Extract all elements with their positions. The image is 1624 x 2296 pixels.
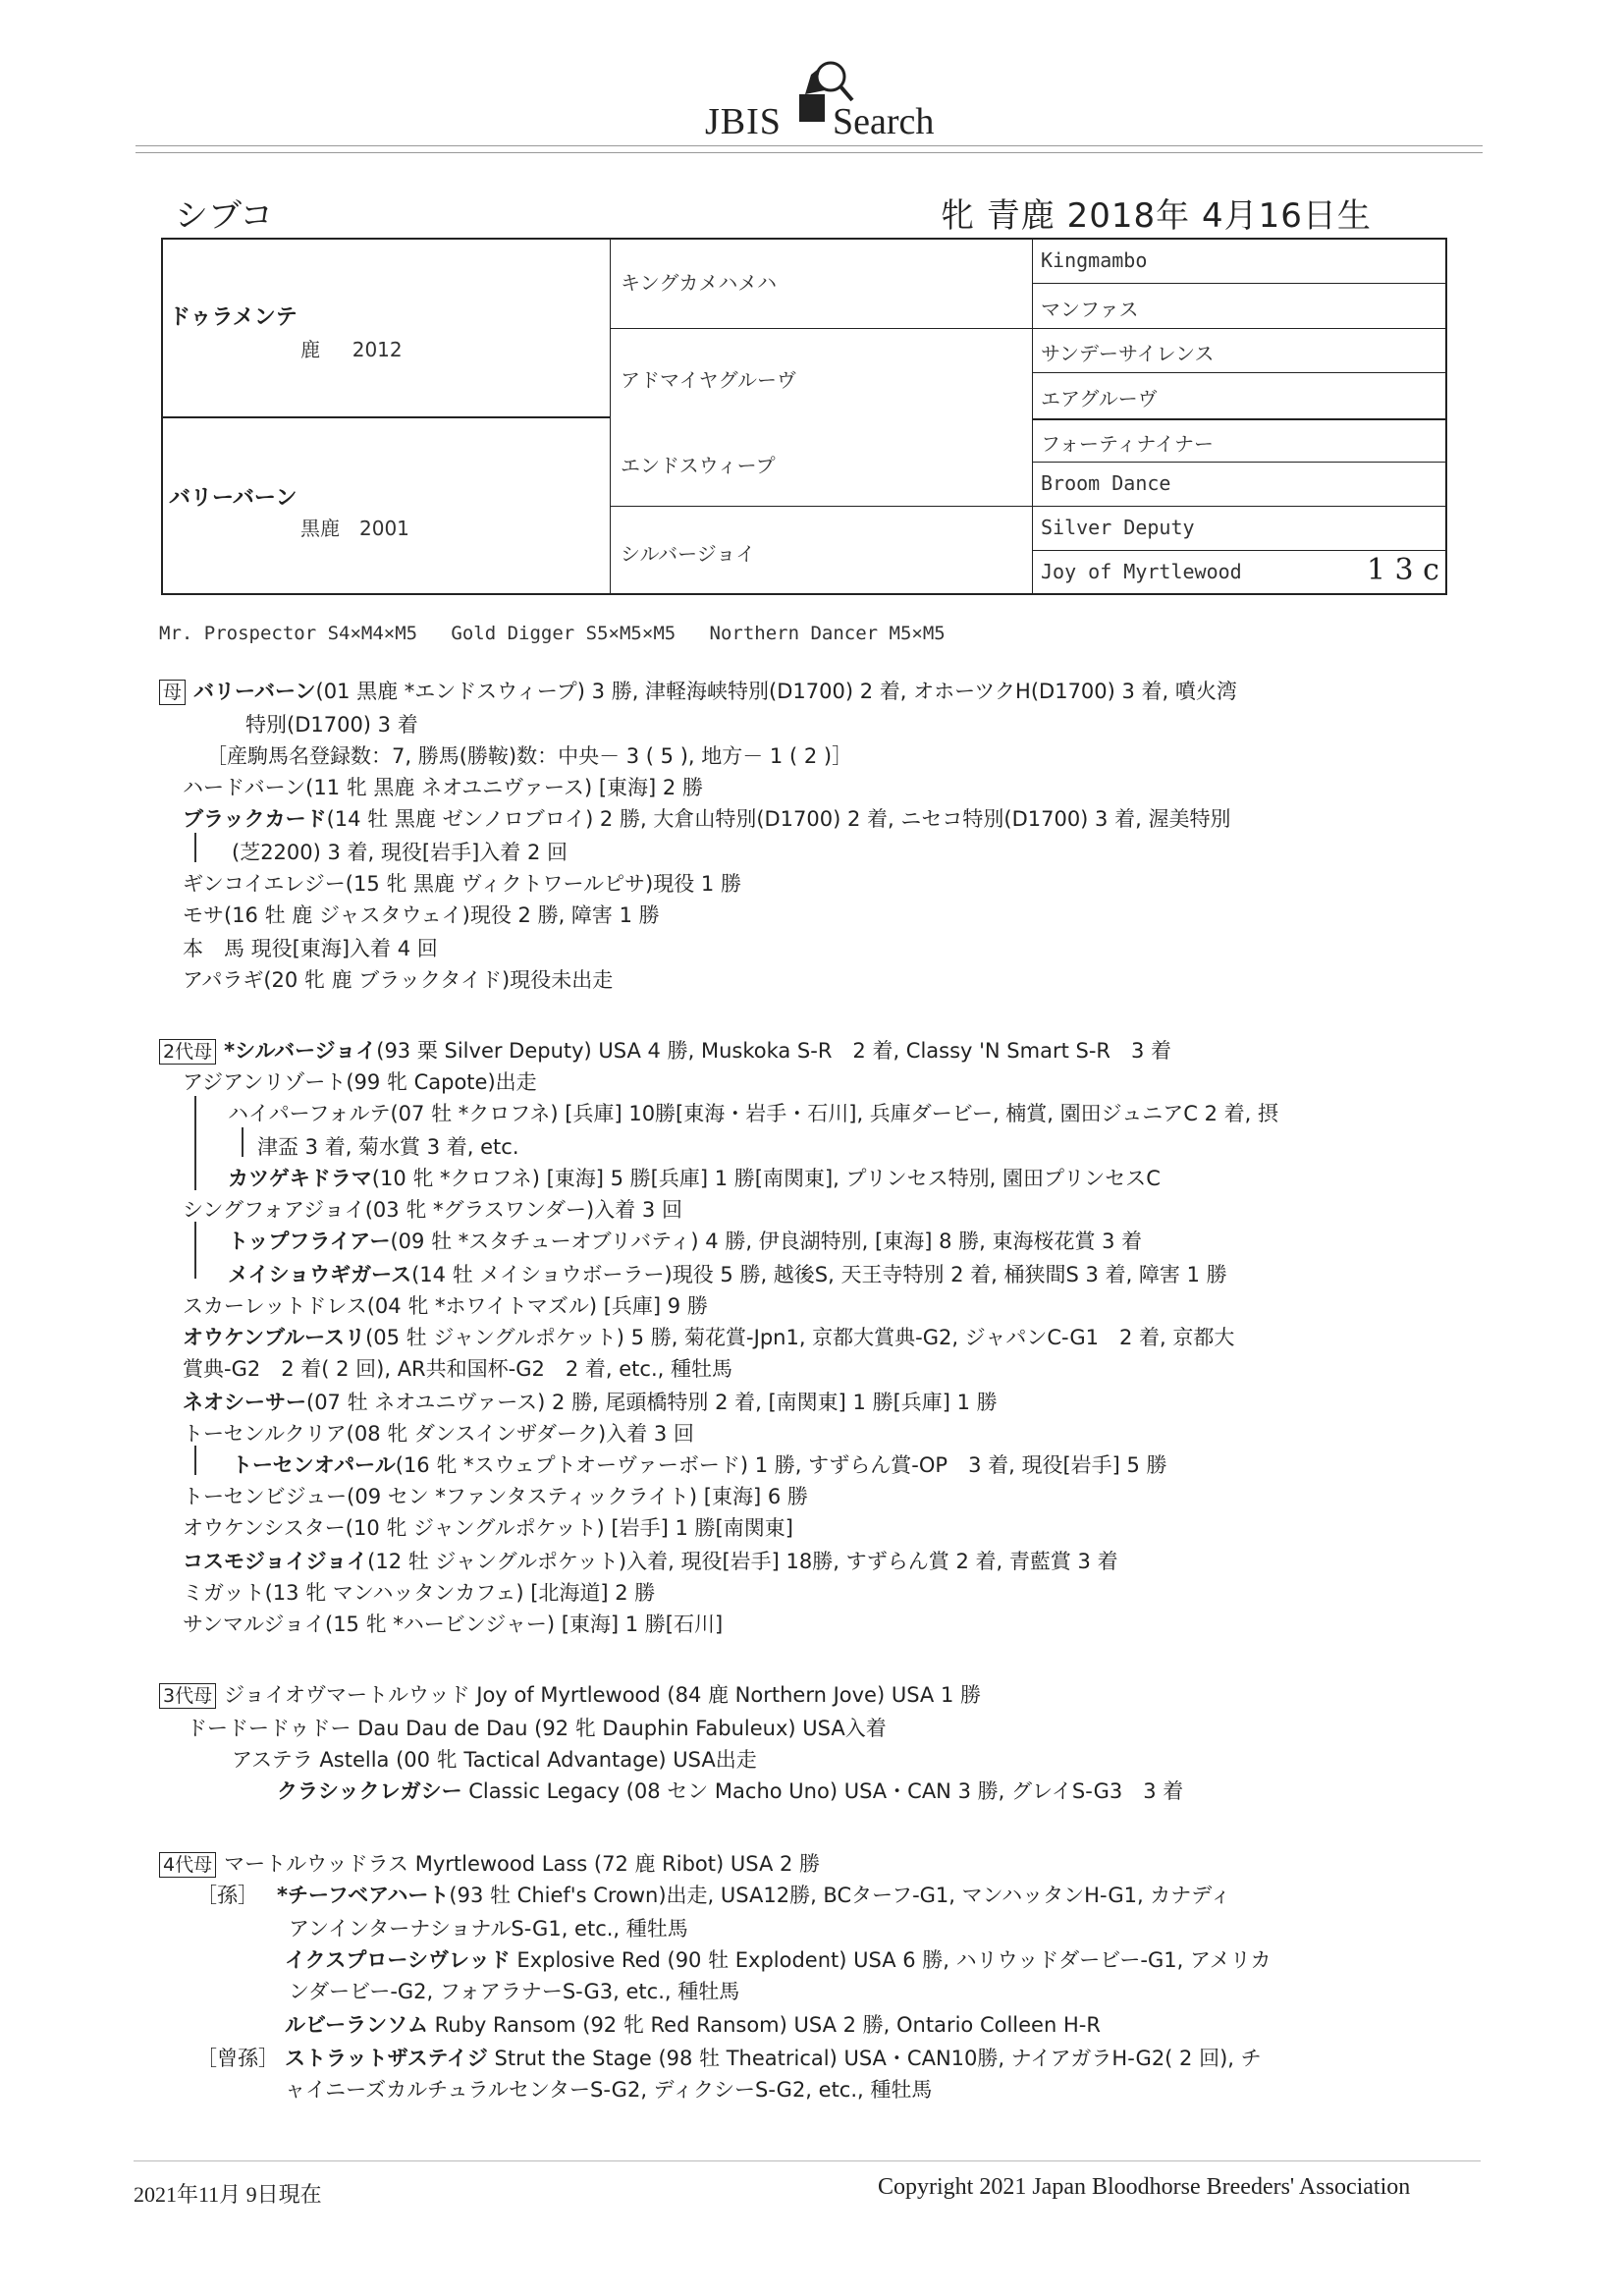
relation-label: ［孫］ [196, 1884, 258, 1907]
family-line [159, 1035, 1171, 1065]
family-line [159, 1848, 820, 1878]
logo-text-jbis: JBIS [705, 101, 782, 142]
line-text: (07 牡 ネオユニヴァース) 2 勝, 尾頭橋特別 2 着, [南関東] 1 勝[兵庫] 1 勝 [306, 1391, 998, 1414]
line-text: アンインターナショナルS-G1, etc., 種牡馬 [289, 1917, 688, 1941]
family-line [232, 837, 568, 866]
family-line [183, 933, 438, 962]
horse-name-bold: ブラックカード [183, 807, 327, 831]
sire-name: ドゥラメンテ [169, 305, 298, 330]
line-text: (14 牡 黒鹿 ゼンノロブロイ) 2 勝, 大倉山特別(D1700) 2 着, ニセコ特別(D1700) 3 着, 渥美特別 [326, 807, 1231, 831]
section-tag: 2代母 [159, 1039, 216, 1065]
pedigree-table [161, 238, 1447, 595]
line-text: トーセンビジュー(09 セン *ファンタスティックライト) [東海] 6 勝 [183, 1485, 808, 1508]
pedigree-ggp-cell [1033, 329, 1445, 373]
line-text: ハードバーン(11 牝 黒鹿 ネオユニヴァース) [東海] 2 勝 [183, 776, 703, 799]
family-line [183, 1577, 655, 1607]
descendant-bracket [194, 833, 196, 862]
family-line [289, 1976, 739, 2005]
line-text: 津盃 3 着, 菊水賞 3 着, etc. [257, 1135, 519, 1159]
line-text: シングフォアジョイ(03 牝 *グラスワンダー)入着 3 回 [183, 1198, 682, 1222]
family-line [257, 1131, 519, 1161]
horse-name: シブコ [175, 196, 274, 236]
horse-name-bold: *チーフベアハート [277, 1884, 450, 1907]
family-line [159, 676, 1237, 705]
pedigree-sire-cell [163, 240, 611, 418]
grandparent-2: アドマイヤグルーヴ [621, 368, 796, 392]
line-text: Explosive Red (90 牡 Explodent) USA 6 勝, ハリウッドダービー-G1, アメリカ [510, 1948, 1272, 1972]
line-text: ミガット(13 牝 マンハッタンカフェ) [北海道] 2 勝 [183, 1581, 656, 1605]
family-line [277, 1880, 1231, 1909]
family-line [183, 900, 660, 929]
line-text: マートルウッドラス Myrtlewood Lass (72 鹿 Ribot) USA 2 勝 [224, 1852, 821, 1876]
family-line [285, 2074, 932, 2104]
line-text: Strut the Stage (98 牡 Theatrical) USA・CAN10勝, ナイアガラH-G2( 2 回), チ [487, 2047, 1262, 2070]
horse-name-bold: オウケンブルースリ [183, 1326, 366, 1349]
line-text: (芝2200) 3 着, 現役[岩手]入着 2 回 [232, 841, 568, 864]
line-text: (01 黒鹿 *エンドスウィープ) 3 勝, 津軽海峡特別(D1700) 2 着, オホーツクH(D1700) 3 着, 噴火湾 [315, 680, 1237, 703]
descendant-bracket [194, 1446, 196, 1475]
section-tag: 3代母 [159, 1683, 216, 1709]
great-grandparent-1: Kingmambo [1041, 248, 1148, 272]
line-text: アジアンリゾート(99 牝 Capote)出走 [183, 1070, 537, 1094]
line-text: (93 栗 Silver Deputy) USA 4 勝, Muskoka S-R 2 着, Classy 'N Smart S-R 3 着 [376, 1039, 1172, 1063]
family-line [232, 1449, 1167, 1479]
family-line [183, 1387, 998, 1416]
pedigree-gp-cell [611, 507, 1033, 595]
sire-detail: 鹿 2012 [300, 338, 403, 361]
horse-name-bold: *シルバージョイ [224, 1039, 377, 1063]
family-line [159, 1679, 981, 1709]
pedigree-gp-cell [611, 240, 1033, 329]
descendant-bracket [194, 1096, 196, 1190]
line-text: (09 牡 *スタチューオブリバティ) 4 勝, 伊良湖特別, [東海] 8 勝, 東海桜花賞 3 着 [390, 1230, 1143, 1253]
line-text: モサ(16 牡 鹿 ジャスタウェイ)現役 2 勝, 障害 1 勝 [183, 903, 660, 927]
family-line [187, 1713, 887, 1742]
pedigree-ggp-cell [1033, 240, 1445, 284]
pedigree-ggp-cell [1033, 507, 1445, 551]
horse-name-bold: トップフライアー [228, 1230, 391, 1253]
line-text: (05 牡 ジャングルポケット) 5 勝, 菊花賞-Jpn1, 京都大賞典-G2, ジャパンC-G1 2 着, 京都大 [365, 1326, 1235, 1349]
descendant-bracket [194, 1222, 196, 1279]
section-tag: 4代母 [159, 1852, 216, 1878]
line-text: スカーレットドレス(04 牝 *ホワイトマズル) [兵庫] 9 勝 [183, 1294, 708, 1318]
pedigree-ggp-cell [1033, 463, 1445, 507]
family-line [232, 1744, 757, 1774]
line-text: ャイニーズカルチュラルセンターS-G2, ディクシーS-G2, etc., 種牡馬 [285, 2078, 933, 2102]
grandparent-4: シルバージョイ [621, 542, 756, 566]
line-text: アステラ Astella (00 牝 Tactical Advantage) USA出走 [232, 1748, 757, 1772]
great-grandparent-5: フォーティナイナー [1041, 432, 1214, 456]
line-text: ドードードゥドー Dau Dau de Dau (92 牝 Dauphin Fabuleux) USA入着 [187, 1717, 887, 1740]
horse-name-bold: カツゲキドラマ [228, 1167, 372, 1190]
section-tag: 母 [159, 680, 186, 705]
dam-name: バリーバーン [169, 486, 298, 511]
line-text: トーセンルクリア(08 牝 ダンスインザダーク)入着 3 回 [183, 1422, 694, 1446]
line-text: Ruby Ransom (92 牝 Red Ransom) USA 2 勝, Ontario Colleen H-R [427, 2013, 1101, 2037]
line-text: ジョイオヴマートルウッド Joy of Myrtlewood (84 鹿 Northern Jove) USA 1 勝 [224, 1683, 981, 1707]
footer-date: 2021年11月 9日現在 [134, 2182, 322, 2207]
horse-name-bold: コスモジョイジョイ [183, 1550, 368, 1573]
family-line [228, 1226, 1142, 1255]
great-grandparent-8: Joy of Myrtlewood [1041, 560, 1242, 583]
line-text: アパラギ(20 牝 鹿 ブラックタイド)現役未出走 [183, 968, 614, 992]
line-text: (12 牡 ジャングルポケット)入着, 現役[岩手] 18勝, すずらん賞 2 着, 青藍賞 3 着 [367, 1550, 1118, 1573]
family-line [183, 1546, 1118, 1575]
pedigree-ggp-cell [1033, 284, 1445, 329]
great-grandparent-4: エアグルーヴ [1041, 387, 1158, 410]
header-rule [135, 145, 1483, 153]
line-text: 賞典-G2 2 着( 2 回), AR共和国杯-G2 2 着, etc., 種牡馬 [183, 1357, 732, 1381]
family-line [183, 1609, 723, 1638]
grandparent-3: エンドスウィープ [621, 454, 776, 477]
grandparent-1: キングカメハメハ [621, 271, 777, 295]
great-grandparent-2: マンファス [1041, 298, 1139, 321]
family-number: 1 3 c [1366, 553, 1439, 587]
line-text: オウケンシスター(10 牝 ジャングルポケット) [岩手] 1 勝[南関東] [183, 1516, 793, 1540]
line-text: 特別(D1700) 3 着 [245, 713, 418, 737]
family-line [206, 740, 852, 770]
family-line [289, 1913, 688, 1942]
line-text: (14 牡 メイショウボーラー)現役 5 勝, 越後S, 天王寺特別 2 着, 桶狭間S 3 着, 障害 1 勝 [411, 1263, 1227, 1286]
pedigree-dam-cell [163, 418, 611, 595]
great-grandparent-6: Broom Dance [1041, 471, 1171, 495]
family-line [183, 1353, 732, 1383]
horse-name-bold: イクスプローシヴレッド [285, 1948, 511, 1972]
line-text: ハイパーフォルテ(07 牡 *クロフネ) [兵庫] 10勝[東海・岩手・石川], 兵庫ダービー, 楠賞, 園田ジュニアC 2 着, 摂 [228, 1102, 1278, 1125]
family-line [183, 1322, 1234, 1351]
line-text: 本 馬 現役[東海]入着 4 回 [183, 937, 438, 960]
inbreeding-summary: Mr. Prospector S4×M4×M5 Gold Digger S5×M5×M5 Northern Dancer M5×M5 [159, 623, 946, 644]
descendant-bracket [242, 1127, 244, 1157]
family-line [183, 803, 1230, 833]
great-grandparent-3: サンデーサイレンス [1041, 342, 1215, 365]
horse-name-bold: ルビーランソム [285, 2013, 428, 2037]
family-line [285, 2043, 1262, 2072]
family-line [183, 1194, 682, 1224]
horse-name-bold: メイショウギガース [228, 1263, 412, 1286]
line-text: サンマルジョイ(15 牝 *ハービンジャー) [東海] 1 勝[石川] [183, 1613, 724, 1636]
horse-name-bold: クラシックレガシー [277, 1779, 462, 1803]
family-line [285, 2009, 1101, 2039]
pedigree-ggp-cell [1033, 373, 1445, 418]
family-line [228, 1098, 1278, 1127]
line-text: (16 牝 *スウェプトオーヴァーボード) 1 勝, すずらん賞-OP 3 着, 現役[岩手] 5 勝 [395, 1453, 1167, 1477]
line-text: Classic Legacy (08 セン Macho Uno) USA・CAN 3 勝, グレイS-G3 3 着 [461, 1779, 1184, 1803]
family-line [183, 964, 613, 994]
footer-rule [134, 2160, 1481, 2161]
line-text: ［産駒馬名登録数：7, 勝馬(勝鞍)数：中央－ 3 ( 5 ), 地方－ 1 ( 2 )］ [206, 744, 853, 768]
family-line [183, 1290, 708, 1320]
relation-label: ［曾孫］ [196, 2047, 279, 2070]
pedigree-gp-cell [611, 329, 1033, 418]
family-line [183, 1512, 793, 1542]
jbis-search-logo [687, 55, 943, 143]
horse-name-bold: トーセンオパール [232, 1453, 396, 1477]
pedigree-ggp-cell [1033, 418, 1445, 463]
line-text: ンダービー-G2, フォアラナーS-G3, etc., 種牡馬 [289, 1980, 740, 2003]
line-text: ギンコイエレジー(15 牝 黒鹿 ヴィクトワールピサ)現役 1 勝 [183, 872, 741, 896]
family-line [228, 1163, 1161, 1192]
family-line [183, 1418, 694, 1448]
footer-copyright: Copyright 2021 Japan Bloodhorse Breeders' Association [878, 2174, 1411, 2200]
family-line [183, 772, 703, 801]
line-text: (10 牝 *クロフネ) [東海] 5 勝[兵庫] 1 勝[南関東], プリンセス特別, 園田プリンセスC [371, 1167, 1161, 1190]
family-line [183, 868, 741, 898]
horse-info: 牝 青鹿 2018年 4月16日生 [941, 196, 1372, 236]
pedigree-ggp-cell [1033, 551, 1445, 595]
pedigree-gp-cell [611, 418, 1033, 507]
dam-detail: 黒鹿 2001 [300, 517, 409, 540]
line-text: (93 牡 Chief's Crown)出走, USA12勝, BCターフ-G1, マンハッタンH-G1, カナディ [449, 1884, 1231, 1907]
family-line [285, 1944, 1272, 1974]
horse-name-bold: ストラットザステイジ [285, 2047, 488, 2070]
logo-text-search: Search [833, 101, 935, 142]
horse-name-bold: ネオシーサー [183, 1391, 306, 1414]
family-line [228, 1259, 1227, 1288]
family-line [245, 709, 418, 738]
family-line [183, 1481, 808, 1510]
horse-name-bold: バリーバーン [193, 680, 316, 703]
great-grandparent-7: Silver Deputy [1041, 516, 1195, 539]
family-line [183, 1066, 537, 1096]
family-line [277, 1776, 1183, 1805]
